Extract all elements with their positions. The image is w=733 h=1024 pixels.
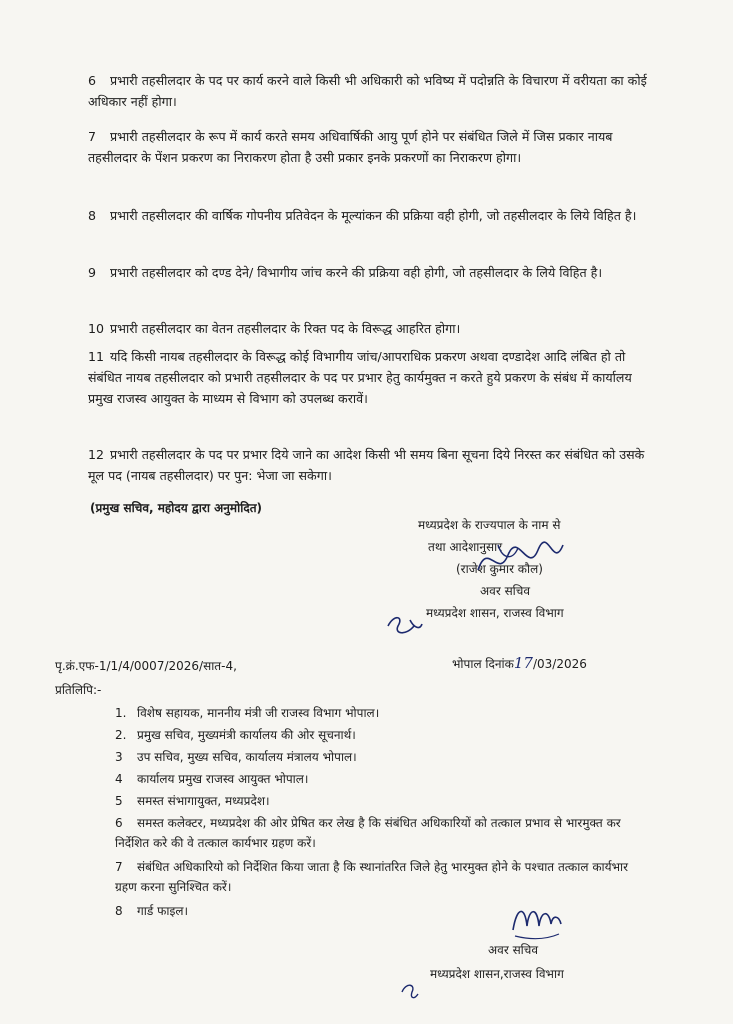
list-item-text: विशेष सहायक, माननीय मंत्री जी राजस्व विभाग भोपाल। (137, 706, 380, 720)
paragraph-number: 10 (88, 321, 105, 336)
list-item-number: 5 (115, 794, 123, 808)
list-item (115, 703, 635, 723)
paragraph-text: प्रभारी तहसीलदार की वार्षिक गोपनीय प्रतिवेदन के मूल्यांकन की प्रक्रिया वही होगी, जो तहसीलदार के लिये विहित है। (110, 208, 637, 223)
paragraph-10 (88, 318, 648, 339)
list-item (115, 725, 635, 745)
paragraph-text: प्रभारी तहसीलदार के रूप में कार्य करते समय अधिवार्षिकी आयु पूर्ण होने पर संबंधित जिले में जिस प्रकार नायब तहसीलदार के पेंशन प्रकरण का निराकरण होता है उसी प्रकार इनके प्रकरणों का निराकरण होगा। (88, 129, 613, 165)
approval-note: (प्रमुख सचिव, महोदय द्वारा अनुमोदित) (90, 501, 263, 515)
paragraph-number: 9 (88, 265, 97, 280)
date-label: भोपाल दिनांक (452, 657, 514, 671)
initials-mark-2-icon (398, 980, 422, 1002)
list-item (115, 769, 635, 789)
list-item-text: समस्त कलेक्टर, मध्यप्रदेश की ओर प्रेषित कर लेख है कि संबंधित अधिकारियों को तत्काल प्रभाव से भारमुक्त कर निर्देशित करे की वे तत्काल कार्यभार ग्रहण करें। (115, 816, 621, 850)
signatory-department: मध्यप्रदेश शासन, राजस्व विभाग (426, 606, 564, 620)
list-item-number: 8 (115, 904, 123, 918)
signature-block-2 (488, 939, 538, 961)
paragraph-text: प्रभारी तहसीलदार को दण्ड देने/ विभागीय जांच करने की प्रक्रिया वही होगी, जो तहसीलदार के लिये विहित है। (110, 265, 603, 280)
paragraph-number: 12 (88, 447, 105, 462)
signatory-department-2: मध्यप्रदेश शासन,राजस्व विभाग (430, 967, 564, 981)
governor-line: मध्यप्रदेश के राज्यपाल के नाम से (418, 518, 561, 532)
list-item-number: 3 (115, 750, 123, 764)
list-item-number: 7 (115, 860, 123, 874)
signatory-designation-2: अवर सचिव (488, 943, 539, 957)
list-item (115, 857, 635, 897)
signatory-department-2-wrap (430, 963, 564, 985)
paragraph-text: यदि किसी नायब तहसीलदार के विरूद्ध कोई विभागीय जांच/आपराधिक प्रकरण अथवा दण्डादेश आदि लंबित हो तो संबंधित नायब तहसीलदार को प्रभारी तहसीलदार के पद पर प्रभार हेतु कार्यमुक्त न करते हुये प्रकरण के संबंध में कार्यालय प्रमुख राजस्व आयुक्त के माध्यम से विभाग को उपलब्ध करावें। (88, 349, 632, 406)
initials-mark-icon (384, 612, 424, 640)
paragraph-text: प्रभारी तहसीलदार के पद पर कार्य करने वाले किसी भी अधिकारी को भविष्य में पदोन्नति के विचारण में वरीयता का कोई अधिकार नहीं होगा। (88, 73, 647, 109)
list-item-text: संबंधित अधिकारियो को निर्देशित किया जाता है कि स्थानांतरित जिले हेतु भारमुक्त होने के पश्चात तत्काल कार्यभार ग्रहण करना सुनिश्चित करें। (115, 860, 629, 894)
copy-to-label: प्रतिलिपि:- (55, 683, 102, 697)
paragraph-12 (88, 444, 648, 486)
order-line: तथा आदेशानुसार (428, 540, 503, 554)
paragraph-9 (88, 262, 648, 283)
paragraph-11 (88, 346, 648, 409)
list-item-number: 6 (115, 816, 123, 830)
list-item (115, 791, 635, 811)
date-month-year: /03/2026 (532, 657, 587, 671)
signatory-designation: अवर सचिव (480, 584, 531, 598)
paragraph-number: 7 (88, 129, 97, 144)
date-day: 17 (513, 654, 533, 672)
list-item-number: 4 (115, 772, 123, 786)
list-item-text: कार्यालय प्रमुख राजस्व आयुक्त भोपाल। (137, 772, 309, 786)
reference-date (452, 654, 587, 672)
list-item-text: समस्त संभागायुक्त, मध्यप्रदेश। (137, 794, 270, 808)
list-item (115, 813, 635, 853)
paragraph-8 (88, 205, 648, 226)
list-item-text: गार्ड फाइल। (137, 904, 189, 918)
list-item-number: 2. (115, 728, 127, 742)
list-item-text: उप सचिव, मुख्य सचिव, कार्यालय मंत्रालय भोपाल। (137, 750, 357, 764)
reference-number: पृ.क्रं.एफ-1/1/4/0007/2026/सात-4, (55, 659, 237, 673)
list-item-number: 1. (115, 706, 127, 720)
list-item (115, 747, 635, 767)
paragraph-7 (88, 126, 648, 168)
paragraph-number: 11 (88, 349, 105, 364)
list-item-text: प्रमुख सचिव, मुख्यमंत्री कार्यालय की ओर सूचनार्थ। (137, 728, 356, 742)
paragraph-number: 6 (88, 73, 97, 88)
paragraph-number: 8 (88, 208, 97, 223)
handwritten-signature-icon (468, 530, 568, 590)
signatory-name: (राजेश कुमार कौल) (456, 562, 543, 576)
paragraph-6 (88, 70, 648, 112)
paragraph-text: प्रभारी तहसीलदार के पद पर प्रभार दिये जाने का आदेश किसी भी समय बिना सूचना दिये निरस्त कर संबंधित को उसके मूल पद (नायब तहसीलदार) पर पुन: भेजा जा सकेगा। (88, 447, 645, 483)
paragraph-text: प्रभारी तहसीलदार का वेतन तहसीलदार के रिक्त पद के विरूद्ध आहरित होगा। (110, 321, 461, 336)
